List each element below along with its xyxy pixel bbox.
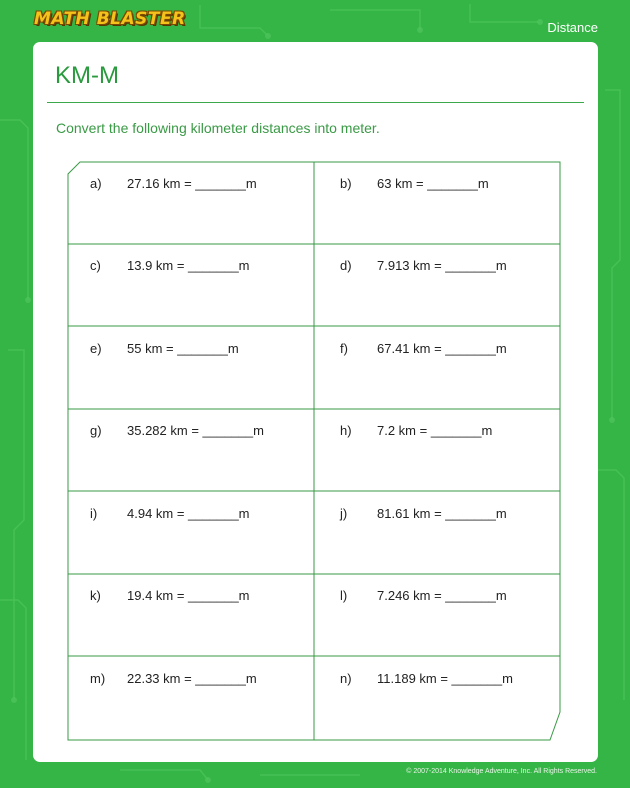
category-label: Distance: [547, 20, 598, 35]
problem-letter: m): [90, 671, 106, 686]
worksheet-instructions: Convert the following kilometer distances into meter.: [56, 120, 380, 136]
math-blaster-logo[interactable]: MATH BLASTER: [34, 9, 186, 29]
problem-letter: d): [340, 258, 352, 273]
problem-expression: 7.246 km = _______m: [377, 588, 507, 603]
problem-expression: 7.2 km = _______m: [377, 423, 493, 438]
problem-expression: 27.16 km = _______m: [127, 176, 257, 191]
problem-expression: 19.4 km = _______m: [127, 588, 250, 603]
problem-letter: c): [90, 258, 101, 273]
problem-letter: e): [90, 341, 102, 356]
problem-letter: j): [340, 506, 348, 521]
copyright-footer: © 2007-2014 Knowledge Adventure, Inc. All Rights Reserved.: [406, 768, 597, 775]
problem-expression: 7.913 km = _______m: [377, 258, 507, 273]
problem-expression: 81.61 km = _______m: [377, 506, 507, 521]
problem-grid: [33, 42, 598, 762]
problem-letter: n): [340, 671, 352, 686]
problem-letter: f): [340, 341, 348, 356]
problem-letter: k): [90, 588, 101, 603]
problem-letter: b): [340, 176, 352, 191]
problem-letter: a): [90, 176, 102, 191]
problem-expression: 35.282 km = _______m: [127, 423, 264, 438]
problem-letter: g): [90, 423, 102, 438]
problem-expression: 22.33 km = _______m: [127, 671, 257, 686]
worksheet-title: KM-M: [55, 62, 119, 89]
problem-expression: 67.41 km = _______m: [377, 341, 507, 356]
problem-expression: 4.94 km = _______m: [127, 506, 250, 521]
problem-letter: i): [90, 506, 98, 521]
problem-letter: h): [340, 423, 352, 438]
problem-expression: 55 km = _______m: [127, 341, 239, 356]
problem-expression: 13.9 km = _______m: [127, 258, 250, 273]
problem-expression: 63 km = _______m: [377, 176, 489, 191]
worksheet-card: [33, 42, 598, 762]
problem-expression: 11.189 km = _______m: [377, 671, 513, 686]
problem-letter: l): [340, 588, 348, 603]
